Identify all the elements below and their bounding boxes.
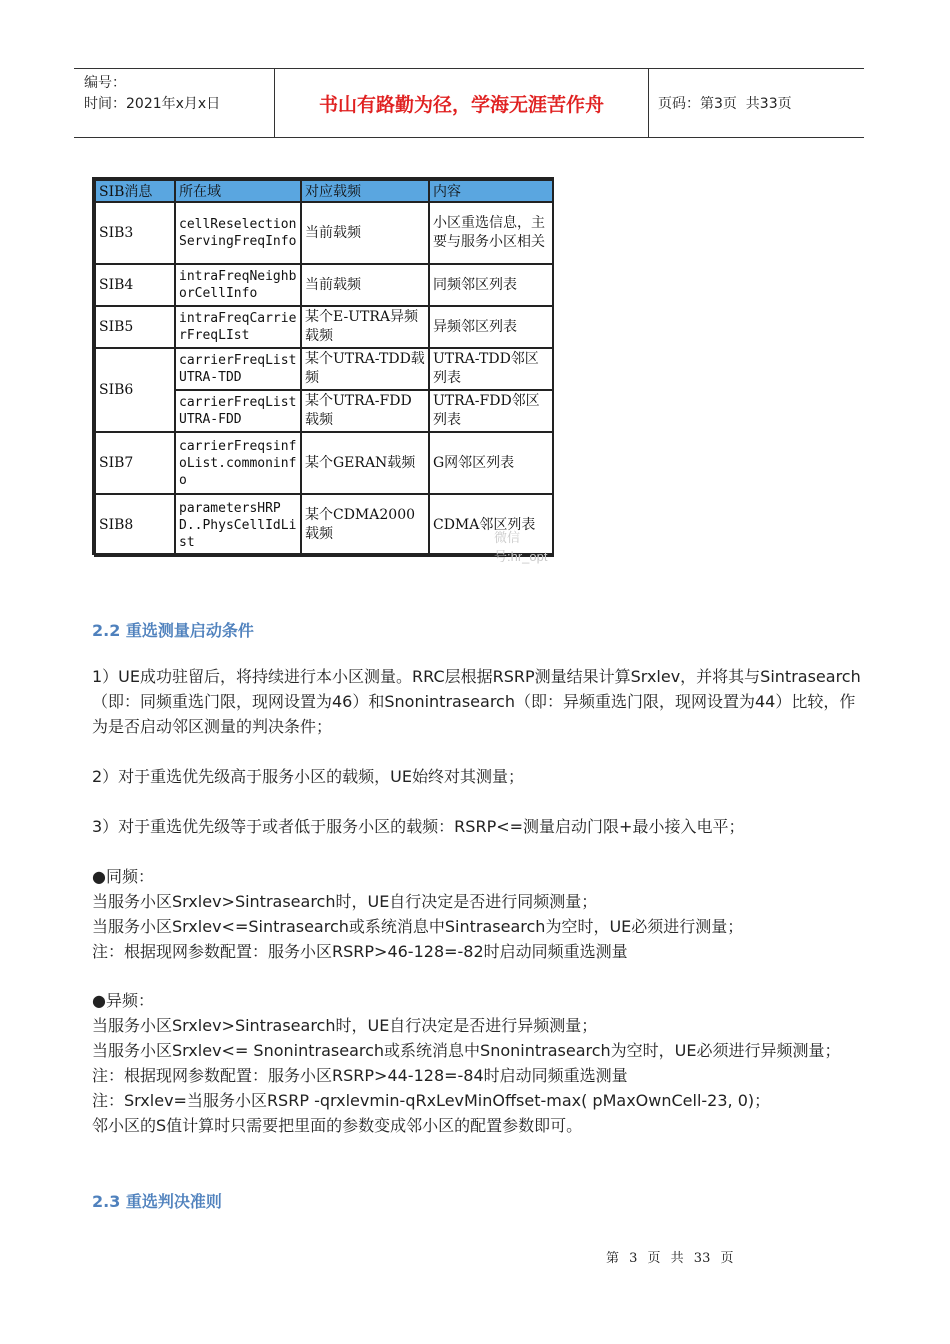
intra-line-1: 当服务小区Srxlev>Sintrasearch时，UE自行决定是否进行同频测量； bbox=[92, 892, 598, 911]
col-header-content: 内容 bbox=[429, 180, 553, 202]
col-header-freq: 对应载频 bbox=[301, 180, 429, 202]
cell-freq: 某个CDMA2000载频 bbox=[301, 494, 429, 556]
cell-content: CDMA邻区列表 bbox=[429, 494, 553, 556]
table-row bbox=[95, 306, 553, 348]
cell-sib: SIB4 bbox=[95, 264, 175, 306]
col-header-domain: 所在域 bbox=[175, 180, 301, 202]
intra-title: ●同频： bbox=[92, 867, 154, 886]
cell-freq: 某个UTRA-FDD载频 bbox=[301, 390, 429, 432]
section-heading-2-2: 2.2 重选测量启动条件 bbox=[92, 621, 254, 640]
cell-freq: 某个UTRA-TDD载频 bbox=[301, 348, 429, 390]
table-row bbox=[95, 494, 553, 556]
page-number-label: 页码：第3页 共33页 bbox=[658, 96, 792, 112]
document-number-label: 编号： bbox=[84, 75, 126, 91]
cell-sib: SIB8 bbox=[95, 494, 175, 556]
cell-domain: cellReselectionServingFreqInfo bbox=[175, 202, 301, 264]
cell-domain: carrierFreqListUTRA-FDD bbox=[175, 390, 301, 432]
inter-title: ●异频： bbox=[92, 991, 154, 1010]
col-header-sib: SIB消息 bbox=[95, 180, 175, 202]
inter-frequency-block bbox=[92, 988, 862, 1138]
paragraph-2: 2）对于重选优先级高于服务小区的载频，UE始终对其测量； bbox=[92, 767, 525, 786]
intra-line-2: 当服务小区Srxlev<=Sintrasearch或系统消息中Sintrasearch为空时，UE必须进行测量； bbox=[92, 917, 744, 936]
table-row bbox=[95, 348, 553, 390]
header-motto bbox=[275, 69, 649, 137]
sib-table bbox=[94, 179, 554, 557]
cell-freq: 当前载频 bbox=[301, 202, 429, 264]
cell-sib: SIB7 bbox=[95, 432, 175, 494]
cell-sib: SIB5 bbox=[95, 306, 175, 348]
paragraph-1: 1）UE成功驻留后，将持续进行本小区测量。RRC层根据RSRP测量结果计算Srxlev，并将其与Sintrasearch（即：同频重选门限，现网设置为46）和Snonintrasearch（即：异频重选门限，现网设置为44）比较，作为是否启动邻区测量的判决条件； bbox=[92, 667, 861, 736]
watermark: 微信号:hr_opt bbox=[494, 530, 548, 564]
inter-line-1: 当服务小区Srxlev>Sintrasearch时，UE自行决定是否进行异频测量； bbox=[92, 1016, 598, 1035]
cell-domain: parametersHRPD..PhysCellIdList bbox=[175, 494, 301, 556]
section-heading-2-3: 2.3 重选判决准则 bbox=[92, 1192, 222, 1211]
table-row bbox=[95, 264, 553, 306]
cell-freq: 某个GERAN载频 bbox=[301, 432, 429, 494]
cell-freq: 某个E-UTRA异频载频 bbox=[301, 306, 429, 348]
cell-sib: SIB3 bbox=[95, 202, 175, 264]
sib-table-image bbox=[92, 177, 554, 564]
cell-sib: SIB6 bbox=[95, 348, 175, 432]
table-header-row bbox=[95, 180, 553, 202]
cell-content: 同频邻区列表 bbox=[429, 264, 553, 306]
cell-content: UTRA-TDD邻区列表 bbox=[429, 348, 553, 390]
cell-content: 小区重选信息，主要与服务小区相关 bbox=[429, 202, 553, 264]
cell-domain: intraFreqNeighborCellInfo bbox=[175, 264, 301, 306]
page-header bbox=[74, 68, 864, 138]
cell-domain: intraFreqCarrierFreqLIst bbox=[175, 306, 301, 348]
inter-line-3: 注：根据现网参数配置：服务小区RSRP>44-128=-84时启动同频重选测量 bbox=[92, 1066, 628, 1085]
cell-content: G网邻区列表 bbox=[429, 432, 553, 494]
page-footer: 第 3 页 共 33 页 bbox=[606, 1251, 734, 1266]
header-meta bbox=[74, 69, 275, 137]
paragraph-3: 3）对于重选优先级等于或者低于服务小区的载频：RSRP<=测量启动门限+最小接入电平； bbox=[92, 817, 745, 836]
intra-line-3: 注：根据现网参数配置：服务小区RSRP>46-128=-82时启动同频重选测量 bbox=[92, 942, 628, 961]
motto-text: 书山有路勤为径，学海无涯苦作舟 bbox=[318, 93, 604, 116]
inter-line-2: 当服务小区Srxlev<= Snonintrasearch或系统消息中Snonintrasearch为空时，UE必须进行异频测量； bbox=[92, 1041, 841, 1060]
inter-line-4: 注：Srxlev=当服务小区RSRP -qrxlevmin-qRxLevMinOffset-max( pMaxOwnCell-23, 0)； bbox=[92, 1091, 771, 1110]
table-row bbox=[95, 432, 553, 494]
table-row bbox=[95, 202, 553, 264]
cell-content: UTRA-FDD邻区列表 bbox=[429, 390, 553, 432]
cell-domain: carrierFreqListUTRA-TDD bbox=[175, 348, 301, 390]
cell-content: 异频邻区列表 bbox=[429, 306, 553, 348]
header-page-info bbox=[649, 69, 864, 137]
inter-line-5: 邻小区的S值计算时只需要把里面的参数变成邻小区的配置参数即可。 bbox=[92, 1116, 583, 1135]
cell-domain: carrierFreqsinfoList.commoninfo bbox=[175, 432, 301, 494]
intra-frequency-block bbox=[92, 864, 862, 964]
document-time-label: 时间：2021年x月x日 bbox=[84, 96, 221, 112]
cell-freq: 当前载频 bbox=[301, 264, 429, 306]
